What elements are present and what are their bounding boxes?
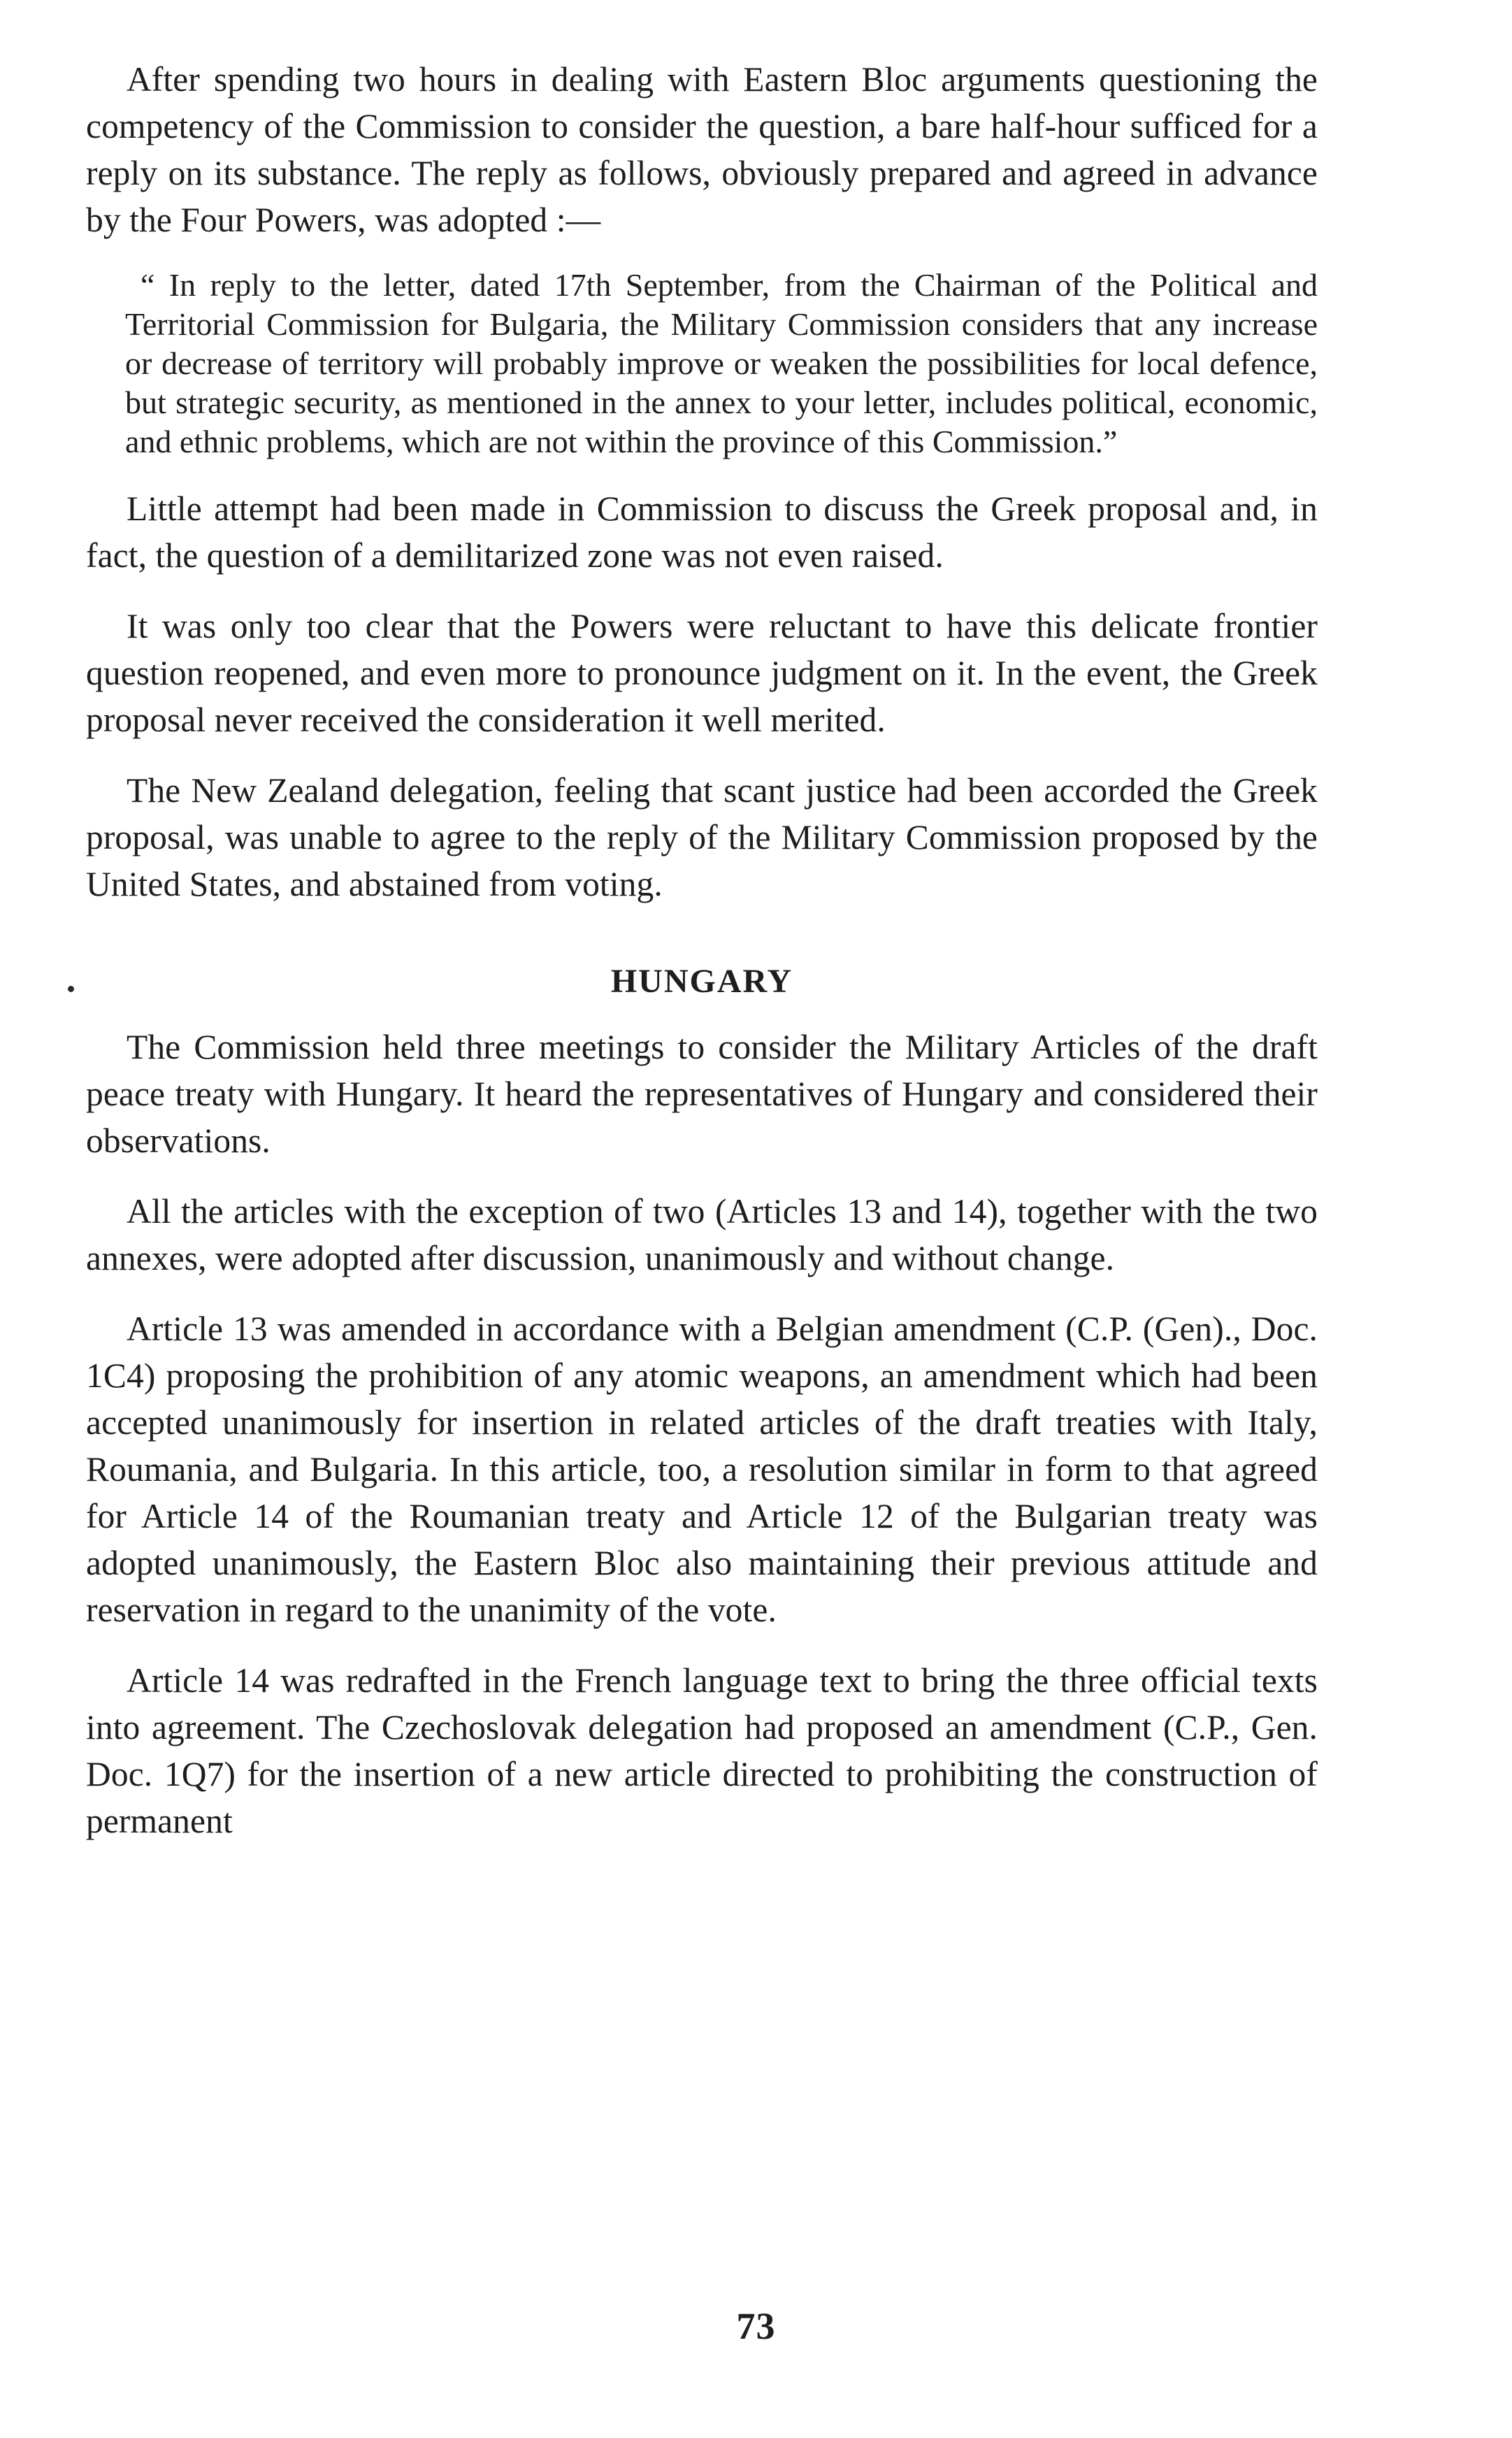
paragraph-greek-proposal: Little attempt had been made in Commission to discuss the Greek proposal and, in fact, the question of a demilitarized zone was not even raised. — [86, 489, 1318, 575]
paragraph-powers-reluctant: It was only too clear that the Powers were reluctant to have this delicate frontier question reopened, and even more to pronounce judgment on it. In the event, the Greek proposal never received the consideration it well merited. — [86, 607, 1318, 739]
paragraph-commission-meetings: The Commission held three meetings to consider the Military Articles of the draft peace treaty with Hungary. It heard the representatives of Hungary and considered their observations. — [86, 1028, 1318, 1160]
paragraph-new-zealand-abstained: The New Zealand delegation, feeling that scant justice had been accorded the Greek proposal, was unable to agree to the reply of the Military Commission proposed by the United States, and abstained from voting. — [86, 771, 1318, 903]
paragraph-reply-adopted: After spending two hours in dealing with Eastern Bloc arguments questioning the competency of the Commission to consider the question, a bare half-hour sufficed for a reply on its substance. The reply as follows, obviously prepared and agreed in advance by the Four Powers, was adopted :— — [86, 60, 1318, 239]
paragraph-article-14: Article 14 was redrafted in the French language text to bring the three official texts into agreement. The Czechoslovak delegation had proposed an amendment (C.P., Gen. Doc. 1Q7) for the insertion of a new article directed to prohibiting the construction of permanent — [86, 1661, 1318, 1840]
document-page — [86, 56, 1318, 1868]
section-heading-hungary: HUNGARY — [610, 963, 793, 1000]
page-number: 73 — [736, 2305, 776, 2347]
quoted-military-commission-reply: “ In reply to the letter, dated 17th September, from the Chairman of the Political and Territorial Commission for Bulgaria, the Military Commission considers that any increase or decrease of territory will probably improve or weaken the possibilities for local defence, but strategic security, as mentioned in the annex to your letter, includes political, economic, and ethnic problems, which are not within the province of this Commission.” — [125, 267, 1318, 459]
paragraph-article-13: Article 13 was amended in accordance with a Belgian amendment (C.P. (Gen)., Doc. 1C4) proposing the prohibition of any atomic weapons, an amendment which had been accepted unanimously for insertion in related articles of the draft treaties with Italy, Roumania, and Bulgaria. In this article, too, a resolution similar in form to that agreed for Article 14 of the Roumanian treaty and Article 12 of the Bulgarian treaty was adopted unanimously, the Eastern Bloc also maintaining their previous attitude and reservation in regard to the unanimity of the vote. — [86, 1310, 1318, 1629]
margin-mark — [68, 986, 74, 992]
paragraph-articles-adopted: All the articles with the exception of two (Articles 13 and 14), together with the two annexes, were adopted after discussion, unanimously and without change. — [86, 1192, 1318, 1277]
